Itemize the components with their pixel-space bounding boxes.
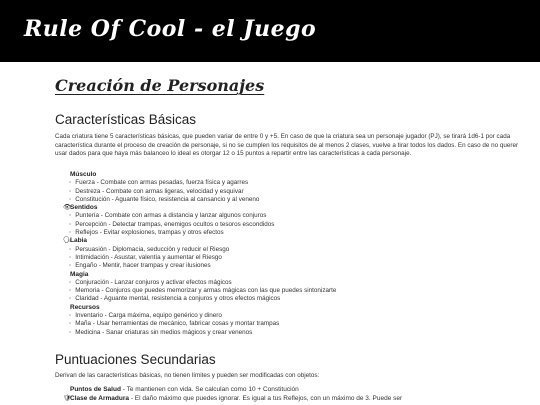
attribute-item: ◦ Maña - Usar herramientas de mecánico, fabricar cosas y montar trampas — [69, 320, 525, 328]
attribute-group — [63, 271, 525, 304]
secondary-score-item — [63, 386, 525, 395]
attribute-item: ◦ Memoria - Conjuros que puedes memorizar y armas mágicas con las que puedes sintonizarte — [69, 287, 525, 295]
secondary-score-label: Clase de Armadura — [70, 394, 130, 402]
secondary-score-label: Puntos de Salud — [70, 386, 121, 393]
attribute-item: ◦ Percepción - Detectar trampas, enemigos ocultos o tesoros escondidos — [69, 221, 525, 229]
attribute-item: ◦ Constitución - Aguante físico, resistencia al cansancio y al veneno — [69, 196, 525, 204]
attribute-item: ◦ Puntería - Combate con armas a distancia y lanzar algunos conjuros — [69, 212, 525, 220]
attribute-groups — [55, 171, 525, 337]
attribute-group-list — [55, 171, 525, 337]
attribute-item: ◦ Persuasión - Diplomacia, seducción y reducir el Riesgo — [69, 246, 525, 254]
attribute-group-heading — [63, 171, 525, 179]
attribute-item: ◦ Conjuración - Lanzar conjuros y activar efectos mágicos — [69, 279, 525, 287]
attribute-list — [63, 246, 525, 271]
secondary-score-item — [63, 395, 525, 404]
page-title: Creación de Personajes — [55, 76, 265, 95]
attribute-item: ◦ Fuerza - Combate con armas pesadas, fuerza física y agarres — [69, 179, 525, 187]
speech-icon: 🗣 — [63, 237, 72, 245]
attribute-group-heading — [63, 271, 525, 279]
shield-icon: 🛡 — [63, 394, 72, 402]
secondary-score-text: - El daño máximo que puedes ignorar. Es igual a tus Reflejos, con un máximo de 3. Puede ser — [129, 394, 403, 402]
section-paragraph-basic: Cada criatura tiene 5 características básicas, que pueden variar de entre 0 y +5. En caso de que la criatura sea un personaje jugador (PJ), se tirará 1d6-1 por cada característica durante el proceso de creación de personaje, si no se cumplen los requisitos de al menos 2 clases, vuelve a tirar todos los dados. En caso de no querer usar dados para que haya más balanceo lo ideal es otorgar 12 o 15 puntos a repartir entre las características a cada personaje. — [55, 133, 519, 157]
attribute-list — [63, 279, 525, 304]
attribute-group-name: Músculo — [70, 171, 97, 178]
attribute-group-heading — [63, 237, 525, 245]
attribute-item: ◦ Inventario - Carga máxima, equipo genérico y dinero — [69, 312, 525, 320]
attribute-item: ◦ Engaño - Mentir, hacer trampas y crear ilusiones — [69, 262, 525, 270]
attribute-group — [63, 304, 525, 337]
section-title-secondary: Puntuaciones Secundarias — [55, 352, 216, 367]
attribute-item: ◦ Intimidación - Asustar, valentía y aumentar el Riesgo — [69, 254, 525, 262]
attribute-list — [63, 212, 525, 237]
section-paragraph-secondary: Derivan de las características básicas, no tienen límites y pueden ser modificadas con objetos: — [55, 372, 320, 379]
attribute-group-name: Magia — [70, 270, 89, 278]
attribute-item: ◦ Reflejos - Evitar explosiones, trampas y otros efectos — [69, 229, 525, 237]
attribute-item: ◦ Claridad - Aguante mental, resistencia a conjuros y otros efectos mágicos — [69, 295, 525, 303]
secondary-scores-list — [55, 386, 525, 403]
eye-icon: 👁 — [63, 204, 72, 212]
attribute-item: ◦ Medicina - Sanar criaturas sin medios mágicos y crear venenos — [69, 329, 525, 337]
attribute-group-heading — [63, 304, 525, 312]
site-title[interactable]: Rule Of Cool - el Juego — [24, 16, 317, 42]
section-title-basic: Características Básicas — [55, 112, 197, 127]
attribute-group-name: Sentidos — [70, 204, 98, 212]
attribute-group — [63, 204, 525, 237]
header-bar — [0, 0, 540, 62]
attribute-group-name: Recursos — [70, 303, 100, 311]
attribute-item: ◦ Destreza - Combate con armas ligeras, velocidad y esquivar — [69, 188, 525, 196]
secondary-score-text: - Te mantienen con vida. Se calculan como 10 + Constitución — [120, 386, 299, 393]
attribute-list — [63, 312, 525, 337]
attribute-group-name: Labia — [70, 237, 87, 245]
attribute-group — [63, 171, 525, 204]
attribute-group — [63, 237, 525, 270]
attribute-list — [63, 179, 525, 204]
attribute-group-heading — [63, 204, 525, 212]
